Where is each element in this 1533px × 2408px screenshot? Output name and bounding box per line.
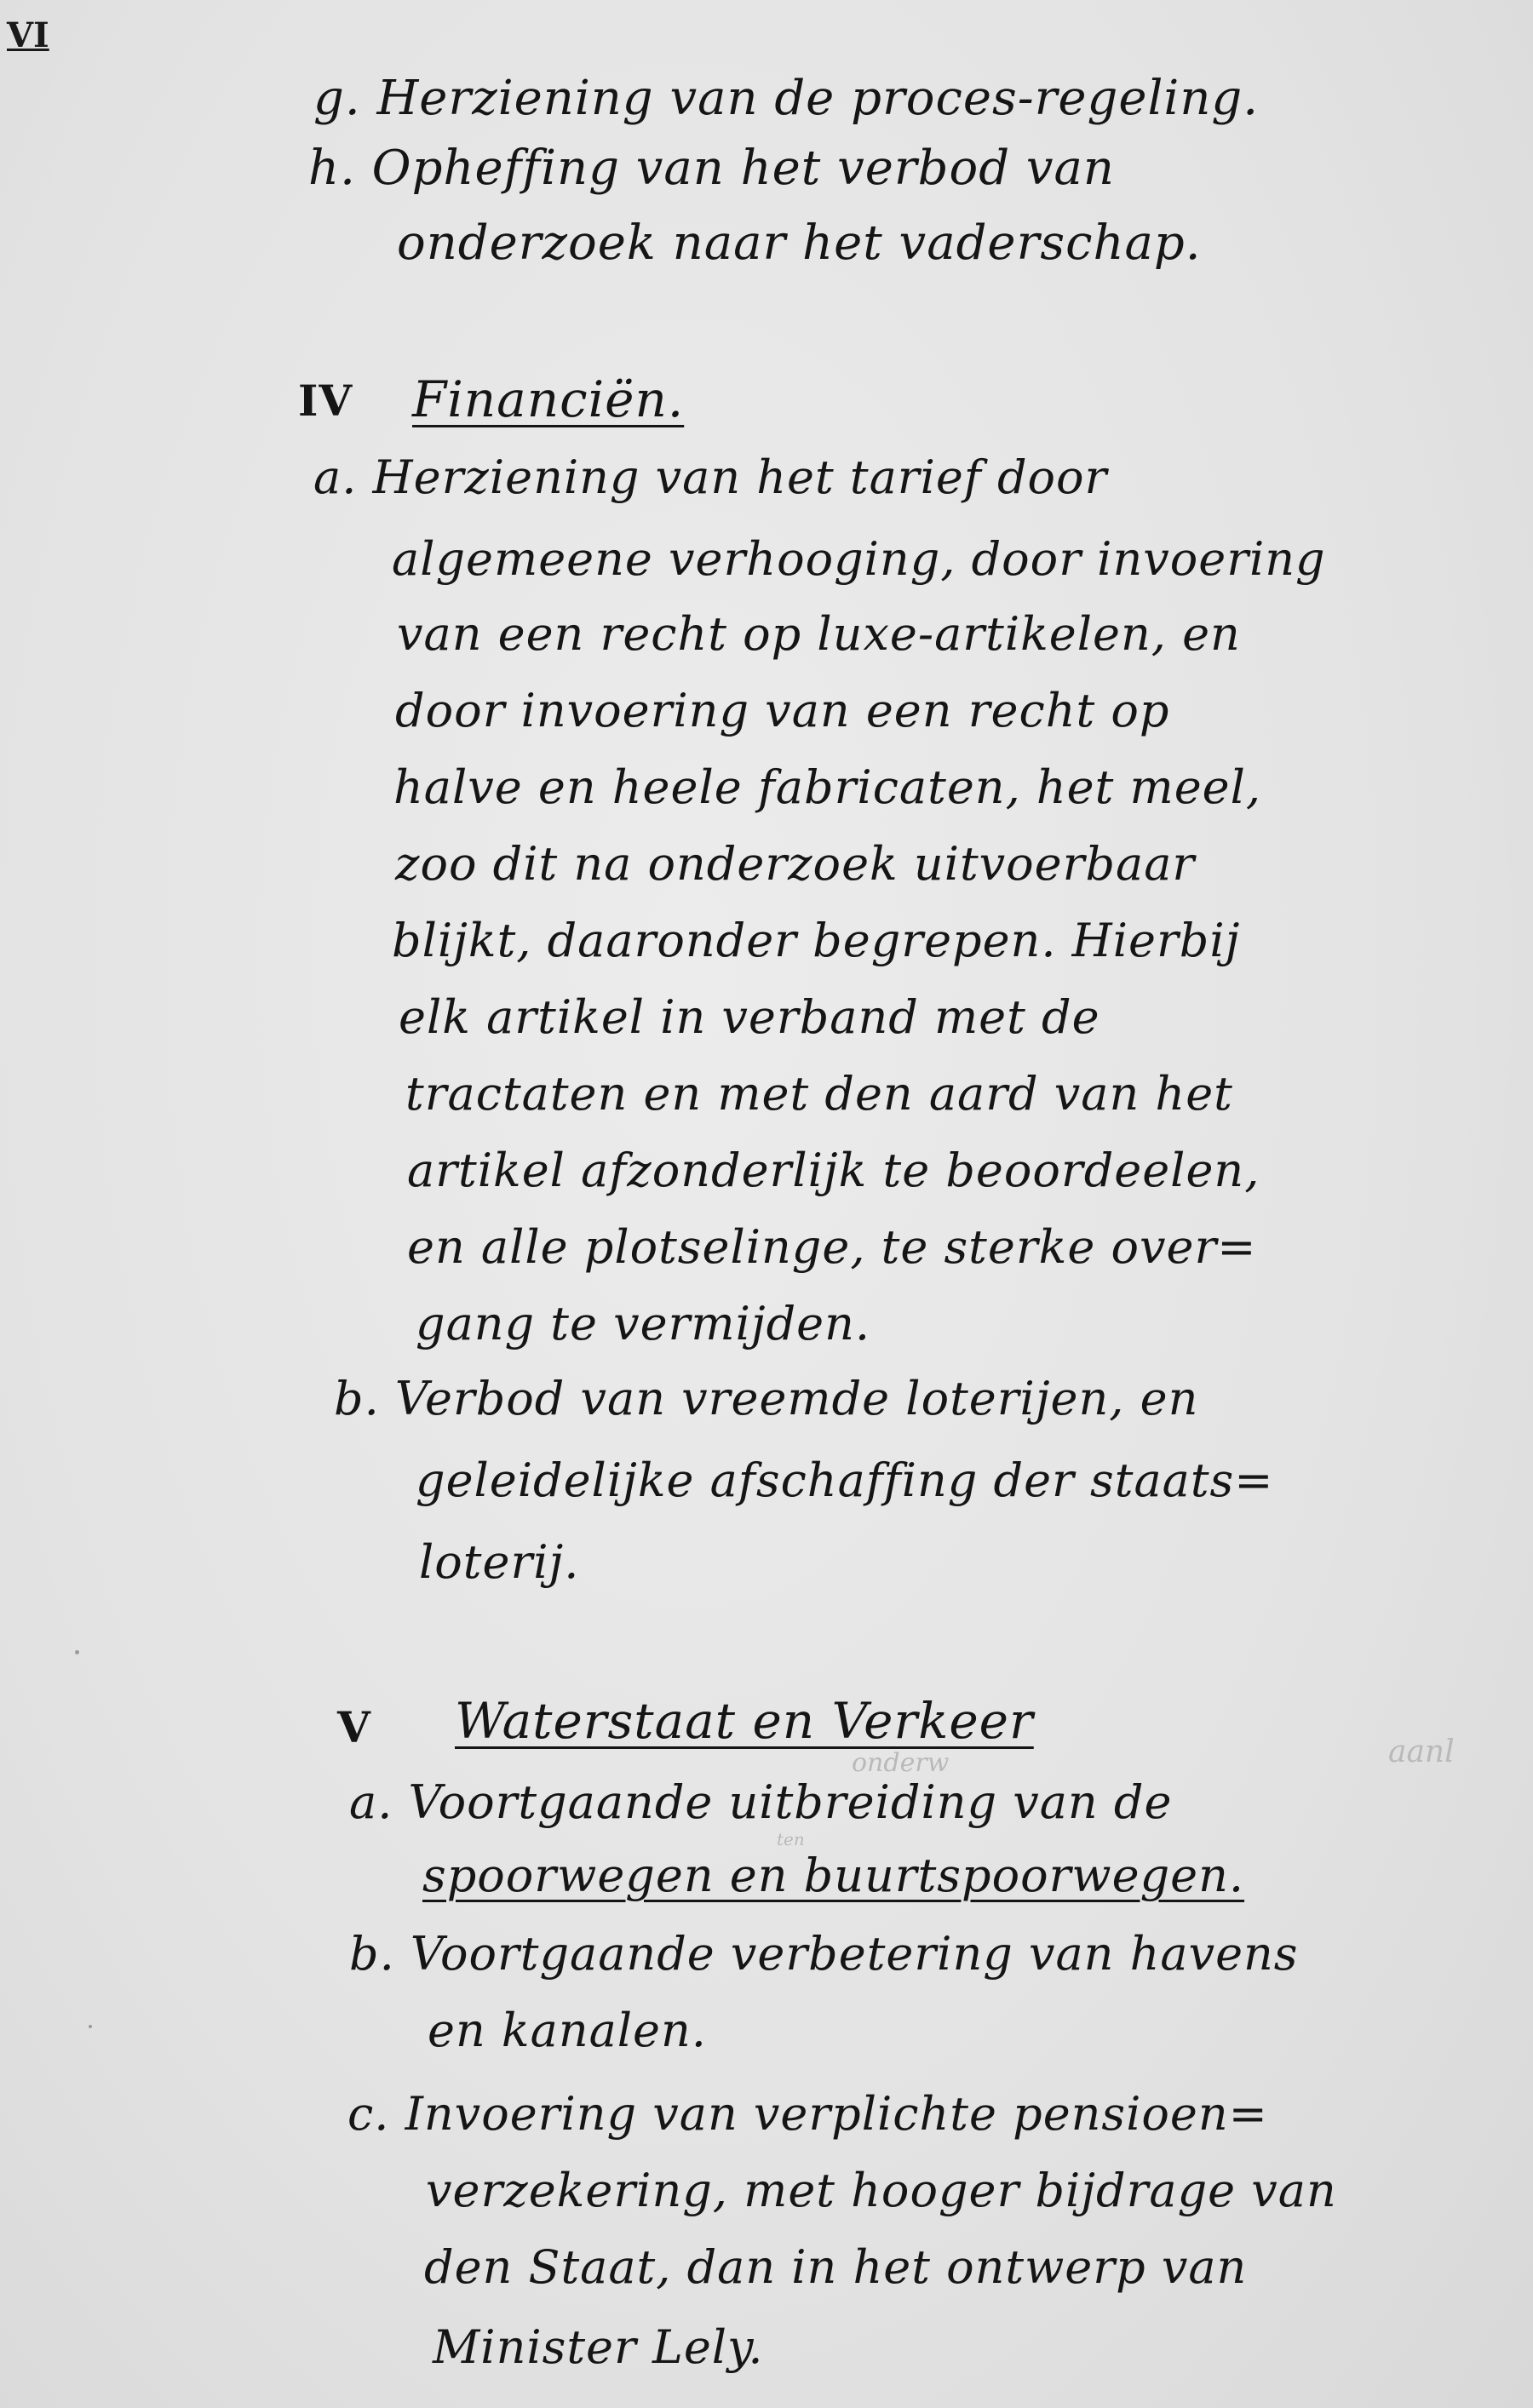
- item-iv-b-line-3: loterij.: [419, 1535, 580, 1589]
- item-v-b-line-2: en kanalen.: [428, 2004, 707, 2057]
- page-number: VI: [7, 15, 49, 55]
- section-v-number: V: [337, 1702, 371, 1752]
- item-iv-a-line-11: en alle plotselinge, te sterke over=: [407, 1220, 1257, 1274]
- paper-speck: [89, 2025, 92, 2028]
- item-h-line-1: h. Opheffing van het verbod van: [308, 140, 1115, 196]
- item-iv-b-line-2: geleidelijke afschaffing der staats=: [416, 1453, 1274, 1507]
- pencil-note-onderw: onderw: [852, 1748, 950, 1778]
- pencil-note-ten: ten: [777, 1829, 805, 1849]
- item-iv-a-line-4: door invoering van een recht op: [395, 684, 1170, 737]
- item-iv-a-line-6: zoo dit na onderzoek uitvoerbaar: [395, 837, 1196, 891]
- item-iv-a-line-8: elk artikel in verband met de: [399, 990, 1100, 1044]
- item-v-c-line-1: c. Invoering van verplichte pensioen=: [347, 2087, 1268, 2141]
- item-iv-a-line-5: halve en heele fabricaten, het meel,: [393, 760, 1262, 814]
- item-h-line-2: onderzoek naar het vaderschap.: [397, 215, 1202, 271]
- item-iv-a-line-9: tractaten en met den aard van het: [405, 1067, 1233, 1121]
- item-v-b-line-1: b. Voortgaande verbetering van havens: [349, 1927, 1299, 1981]
- item-v-c-line-2: verzekering, met hooger bijdrage van: [426, 2164, 1337, 2217]
- item-v-c-line-3: den Staat, dan in het ontwerp van: [424, 2240, 1248, 2294]
- item-iv-a-line-2: algemeene verhooging, door invoering: [392, 532, 1326, 586]
- item-iv-a-line-10: artikel afzonderlijk te beoordeelen,: [407, 1144, 1260, 1197]
- item-iv-b-line-1: b. Verbod van vreemde loterijen, en: [334, 1372, 1199, 1425]
- item-v-c-line-4: Minister Lely.: [433, 2320, 764, 2374]
- paper-speck: [75, 1650, 79, 1654]
- item-v-a-line-1: a. Voortgaande uitbreiding van de: [349, 1775, 1173, 1829]
- item-iv-a-line-7: blijkt, daaronder begrepen. Hierbij: [392, 914, 1241, 967]
- item-v-a-line-2: spoorwegen en buurtspoorwegen.: [422, 1849, 1245, 1902]
- item-iv-a-line-3: van een recht op luxe-artikelen, en: [397, 607, 1241, 661]
- section-iv-number: IV: [298, 376, 353, 426]
- section-v-title: Waterstaat en Verkeer: [455, 1692, 1034, 1750]
- section-iv-title: Financiën.: [412, 370, 685, 428]
- item-iv-a-line-12: gang te vermijden.: [416, 1297, 871, 1350]
- item-iv-a-line-1: a. Herziening van het tarief door: [313, 450, 1108, 504]
- pencil-note-aanl: aanl: [1388, 1734, 1455, 1769]
- item-g: g. Herziening van de proces-regeling.: [313, 71, 1260, 126]
